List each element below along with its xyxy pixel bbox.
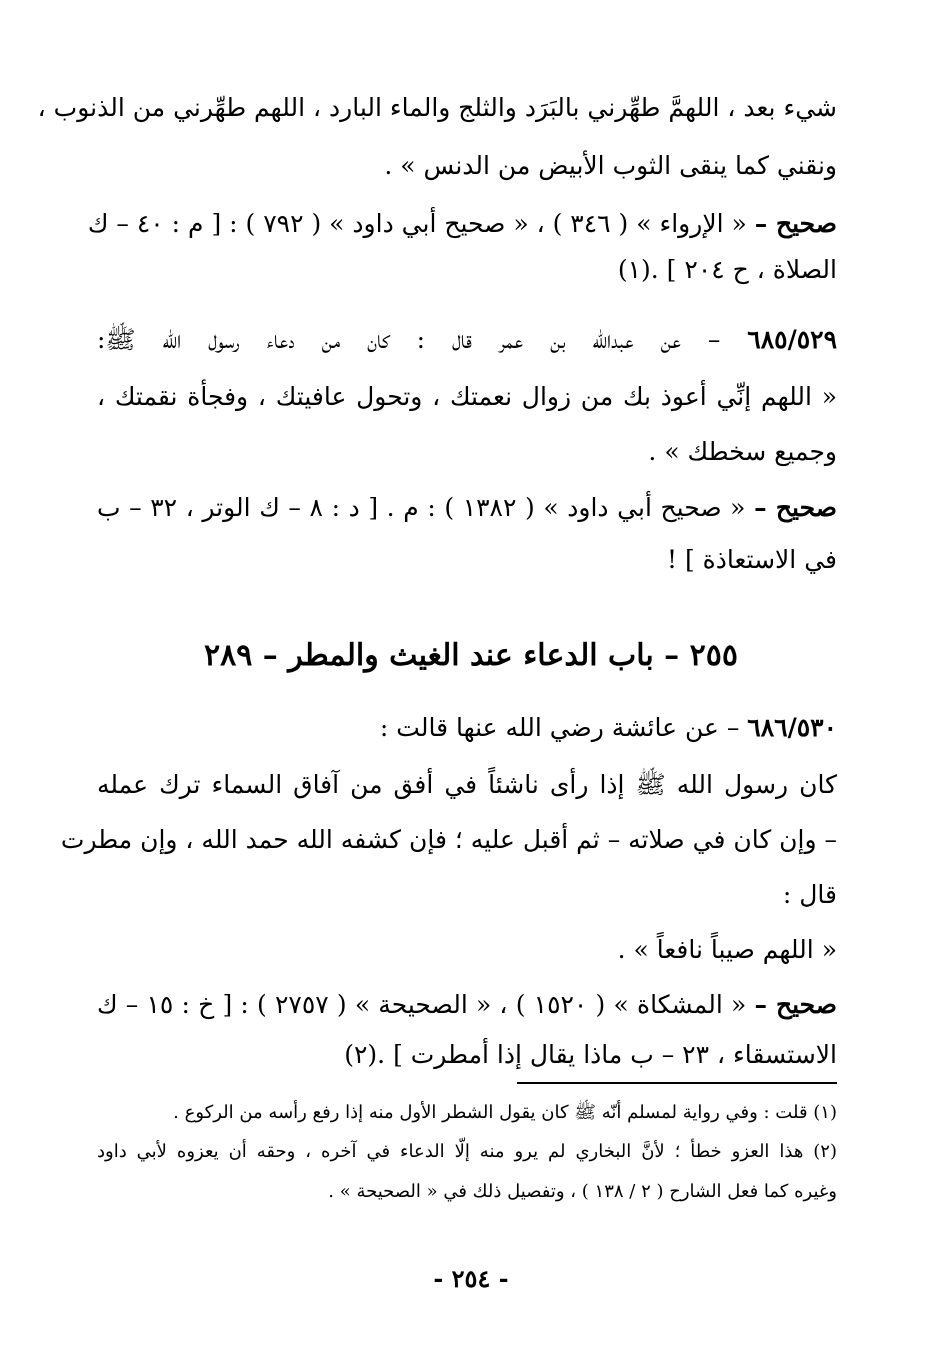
hadith-intro: – عن عائشة رضي الله عنها قالت :	[379, 713, 740, 742]
footnote-separator	[517, 1082, 837, 1084]
footnote-line: وغيره كما فعل الشارح ( ٢ / ١٣٨ ) ، وتفصيل ذلك في « الصحيحة » .	[328, 1181, 837, 1202]
grading-line	[97, 985, 837, 1025]
hadith-text-line: « اللهم صيباً نافعاً » .	[617, 935, 837, 964]
text-line: ونقني كما ينقى الثوب الأبيض من الدنس » .	[384, 151, 837, 180]
grading-line: في الاستعاذة ] !	[666, 545, 837, 574]
grading-line	[97, 488, 837, 528]
grading-line	[87, 204, 837, 244]
grading-line: الاستسقاء ، ٢٣ – ب ماذا يقال إذا أمطرت ] .(٢)	[344, 1040, 837, 1069]
hadith-intro-line	[97, 320, 837, 360]
hadith-text-line: قال :	[782, 880, 837, 909]
hadith-number: ٦٨٦/٥٣٠	[747, 713, 837, 742]
hadith-text-line: وجميع سخطك » .	[648, 437, 837, 466]
grading-line: الصلاة ، ح ٢٠٤ ] .(١)	[617, 255, 837, 284]
grading-text: « المشكاة » ( ١٥٢٠ ) ، « الصحيحة » ( ٢٧٥٧ ) : [ خ : ١٥ – ك	[97, 990, 747, 1019]
hadith-number: ٦٨٥/٥٢٩	[747, 325, 837, 354]
grading-text: « صحيح أبي داود » ( ١٣٨٢ ) : م . [ د : ٨ – ك الوتر ، ٣٢ – ب	[97, 493, 746, 522]
hadith-intro: – عن عبدالله بن عمر قال : كان من دعاء رسول الله ﷺ:	[97, 325, 721, 354]
grading-label: صحيح –	[754, 493, 837, 522]
text-line: شيء بعد ، اللهمَّ طهِّرني بالبَرَد والثلج والماء البارد ، اللهم طهِّرني من الذنوب ،	[37, 93, 837, 122]
hadith-text-line: – وإن كان في صلاته – ثم أقبل عليه ؛ فإن كشفه الله حمد الله ، وإن مطرت	[60, 825, 837, 854]
hadith-text-line: كان رسول الله ﷺ إذا رأى ناشئاً في أفق من آفاق السماء ترك عمله	[97, 770, 837, 799]
hadith-text-line: « اللهم إنِّي أعوذ بك من زوال نعمتك ، وتحول عافيتك ، وفجأة نقمتك ،	[97, 382, 837, 411]
page-number: - ٢٥٤ -	[433, 1264, 509, 1293]
hadith-intro-line	[97, 708, 837, 748]
footnote-line: (١) قلت : وفي رواية لمسلم أنّه ﷺ كان يقول الشطر الأول منه إذا رفع رأسه من الركوع .	[173, 1102, 837, 1123]
grading-label: صحيح –	[754, 209, 837, 238]
grading-text: « الإرواء » ( ٣٤٦ ) ، « صحيح أبي داود » ( ٧٩٢ ) : [ م : ٤٠ – ك	[87, 209, 747, 238]
chapter-heading: ٢٥٥ – باب الدعاء عند الغيث والمطر – ٢٨٩	[204, 638, 738, 673]
footnote-line: (٢) هذا العزو خطأ ؛ لأنَّ البخاري لم يرو منه إلّا الدعاء في آخره ، وحقه أن يعزوه لأبي داود	[97, 1141, 837, 1162]
grading-label: صحيح –	[754, 990, 837, 1019]
